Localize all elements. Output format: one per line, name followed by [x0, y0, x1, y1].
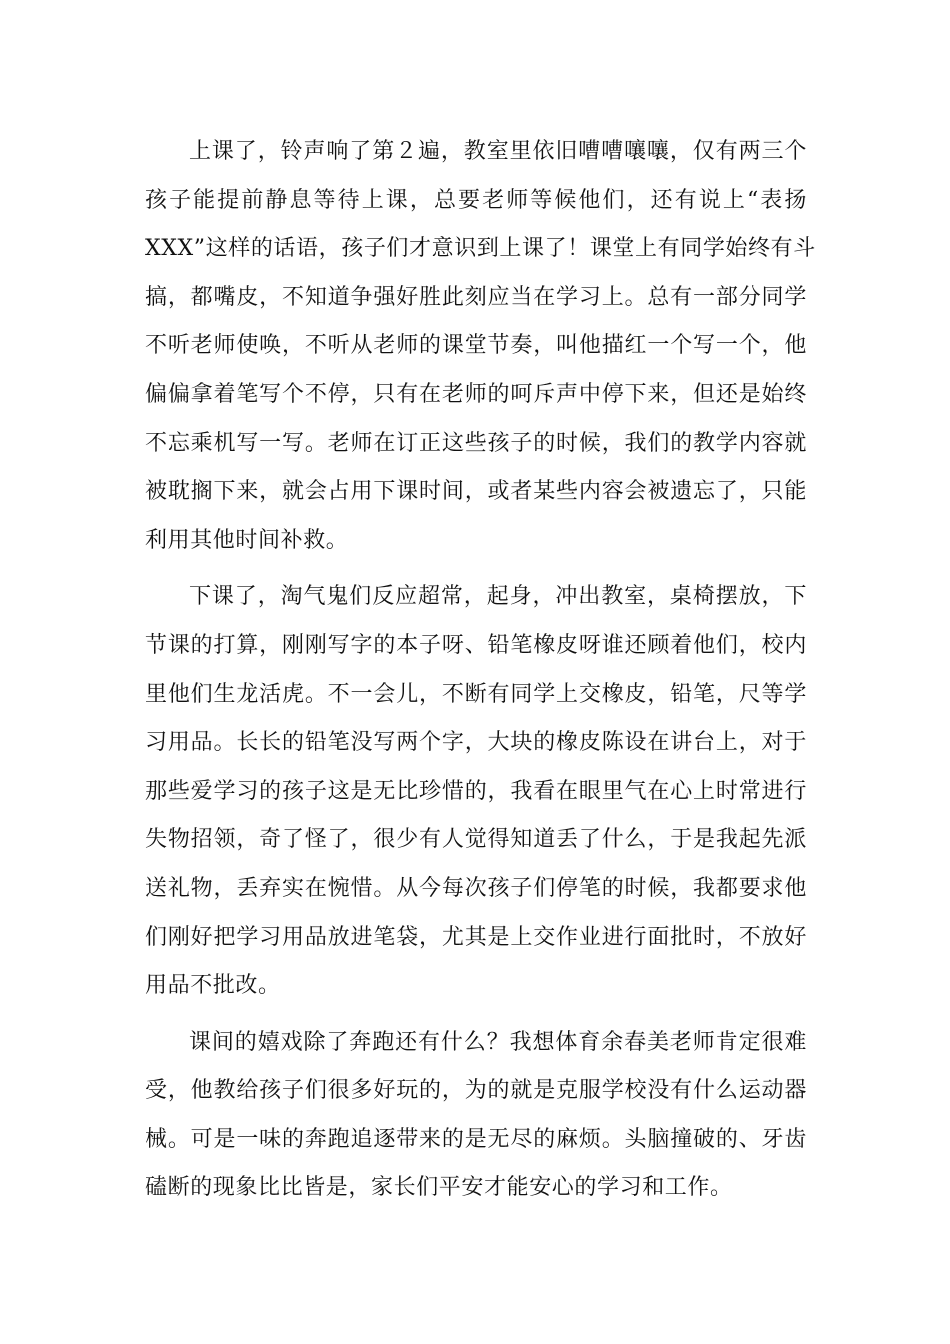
paragraph-line: 孩子能提前静息等待上课，总要老师等候他们，还有说上“表扬 [145, 187, 807, 213]
paragraph-line: 们刚好把学习用品放进笔袋，尤其是上交作业进行面批时，不放好 [145, 924, 807, 950]
paragraph-line: 节课的打算，刚刚写字的本子呀、铅笔橡皮呀谁还顾着他们，校内 [145, 632, 807, 658]
paragraph-line: 下课了，淘气鬼们反应超常，起身，冲出教室，桌椅摆放，下 [189, 584, 807, 610]
paragraph-line: 上课了，铃声响了第２遍，教室里依旧嘈嘈嚷嚷，仅有两三个 [189, 139, 807, 164]
paragraph-line: 失物招领，奇了怪了，很少有人觉得知道丢了什么，于是我起先派 [145, 827, 807, 853]
paragraph-line: 搞，都嘴皮，不知道争强好胜此刻应当在学习上。总有一部分同学 [145, 284, 807, 310]
paragraph-line: 里他们生龙活虎。不一会儿，不断有同学上交橡皮，铅笔，尺等学 [145, 681, 807, 707]
paragraph-1 [145, 128, 816, 565]
paragraph-line: 不忘乘机写一写。老师在订正这些孩子的时候，我们的教学内容就 [145, 430, 807, 456]
paragraph-line: 不听老师使唤，不听从老师的课堂节奏，叫他描红一个写一个，他 [145, 333, 807, 359]
paragraph-line: 习用品。长长的铅笔没写两个字，大块的橡皮陈设在讲台上，对于 [145, 730, 807, 756]
paragraph-3 [145, 1019, 807, 1213]
paragraph-line: 课间的嬉戏除了奔跑还有什么？我想体育余春美老师肯定很难 [189, 1029, 807, 1055]
paragraph-line: 利用其他时间补救。 [145, 527, 349, 553]
paragraph-line: 送礼物，丢弃实在惋惜。从今每次孩子们停笔的时候，我都要求他 [145, 875, 807, 901]
paragraph-line: 受，他教给孩子们很多好玩的，为的就是克服学校没有什么运动器 [145, 1078, 807, 1104]
paragraph-line: XXX”这样的话语，孩子们才意识到上课了！课堂上有同学始终有斗 [145, 236, 816, 262]
paragraph-line: 偏偏拿着笔写个不停，只有在老师的呵斥声中停下来，但还是始终 [145, 381, 807, 407]
paragraph-line: 那些爱学习的孩子这是无比珍惜的，我看在眼里气在心上时常进行 [145, 778, 807, 804]
document-body [145, 128, 816, 1221]
paragraph-line: 械。可是一味的奔跑追逐带来的是无尽的麻烦。头脑撞破的、牙齿 [145, 1126, 807, 1152]
paragraph-2 [145, 573, 807, 1010]
paragraph-line: 磕断的现象比比皆是，家长们平安才能安心的学习和工作。 [145, 1175, 733, 1201]
paragraph-line: 被耽搁下来，就会占用下课时间，或者某些内容会被遗忘了，只能 [145, 479, 807, 505]
paragraph-line: 用品不批改。 [145, 973, 281, 999]
